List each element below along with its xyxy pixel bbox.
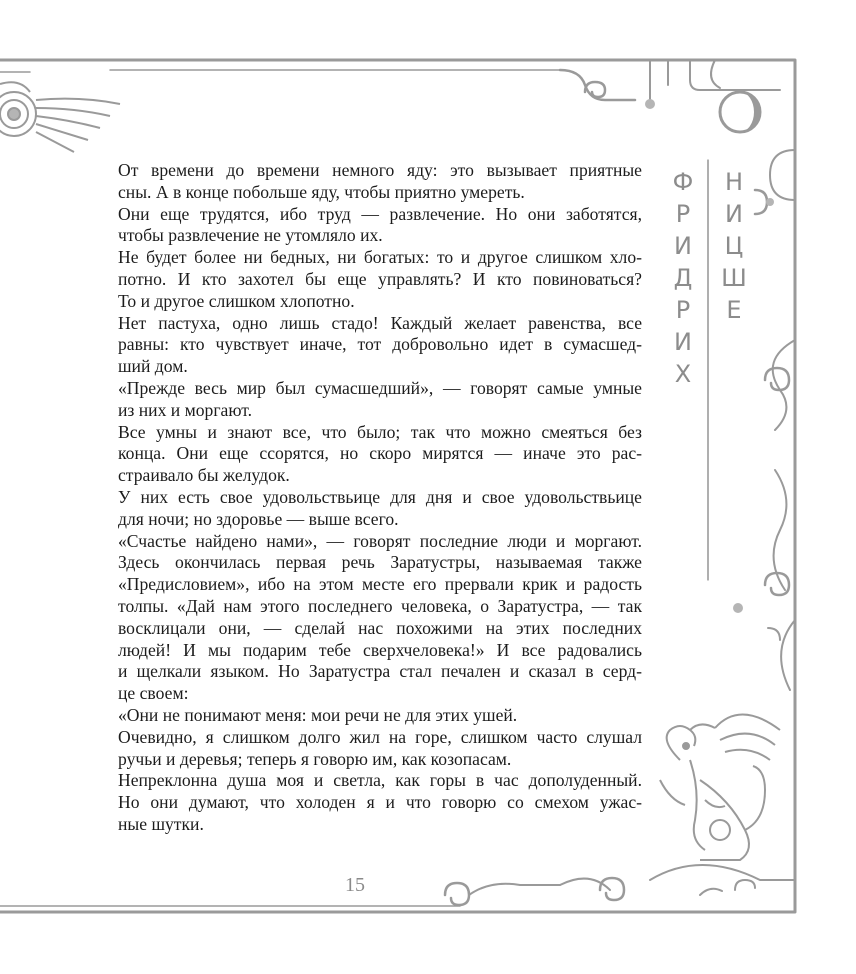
author-first-name-vertical [667, 166, 699, 390]
page-number: 15 [345, 874, 365, 896]
name-letter: Р [675, 296, 691, 324]
name-letter: И [674, 232, 692, 260]
text-line: «Прежде весь мир был сумасшедший», — говорят самые умные [118, 377, 642, 398]
text-line: Непреклонна душа моя и светла, как горы в час дополуденный. [118, 770, 642, 791]
name-letter: Е [726, 296, 742, 324]
text-line: равны: кто чувствует иначе, тот добровольно идет в сумасшед- [118, 334, 642, 355]
text-line: конца. Они еще ссорятся, но скоро мирятся — иначе это рас- [118, 443, 642, 464]
text-line: То и другое слишком хлопотно. [118, 290, 355, 311]
name-letter: Ф [672, 168, 694, 196]
text-line: страивало бы желудок. [118, 465, 290, 486]
text-line: восклицали они, — сделай нас похожими на этих последних [118, 617, 642, 638]
text-line: из них и моргают. [118, 399, 253, 420]
text-line: «Счастье найдено нами», — говорят последние люди и моргают. [118, 530, 642, 551]
text-line: «Предисловием», ибо на этом месте его прервали крик и радость [118, 574, 642, 595]
text-line: Здесь окончилась первая речь Заратустры, называемая также [118, 552, 642, 573]
name-letter: И [674, 328, 692, 356]
name-letter: Д [673, 264, 693, 292]
text-line: для ночи; но здоровье — выше всего. [118, 508, 399, 529]
name-letter: И [725, 200, 743, 228]
text-line: Они еще трудятся, ибо труд — развлечение. Но они заботятся, [118, 203, 642, 224]
crescent-moon-icon [720, 92, 760, 132]
main-text-block [118, 160, 642, 836]
text-line: и щелкали языком. Но Заратустра стал печален и сказал в серд- [118, 661, 642, 682]
text-line: це своем: [118, 683, 189, 704]
text-line: толпы. «Дай нам этого последнего человека, о Заратустра, — так [118, 595, 642, 616]
text-line: Очевидно, я слишком долго жил на горе, слишком часто слушал [118, 726, 642, 747]
name-letter: Р [675, 200, 691, 228]
text-line: ручьи и деревья; теперь я говорю им, как козопасам. [118, 748, 512, 769]
text-line: Нет пастуха, одно лишь стадо! Каждый желает равенства, все [118, 312, 642, 333]
name-letter: Х [674, 360, 692, 388]
text-line: потно. И кто захотел бы еще управлять? И кто повиноваться? [118, 268, 642, 289]
winged-sun-emblem [0, 82, 120, 152]
text-line: Не будет более ни бедных, ни богатых: то и другое слишком хло- [118, 247, 642, 268]
author-last-name-vertical [718, 166, 750, 326]
text-line: «Они не понимают меня: мои речи не для этих ушей. [118, 704, 518, 725]
winged-griffin-illustration [660, 714, 780, 860]
text-line: ные шутки. [118, 813, 204, 834]
name-letter: Ш [721, 264, 747, 292]
text-line: Все умны и знают все, что было; так что можно смеяться без [118, 421, 642, 442]
name-letter: Ц [724, 232, 744, 260]
text-line: Но они думают, что холоден я и что говорю со смехом ужас- [118, 792, 642, 813]
text-line: людей! И мы подарим тебе сверхчеловека!» И все радовались [118, 639, 642, 660]
text-line: От времени до времени немного яду: это вызывает приятные [118, 160, 642, 180]
text-line: чтобы развлечение не утомляло их. [118, 225, 383, 246]
text-line: сны. А в конце побольше яду, чтобы приятно умереть. [118, 181, 525, 202]
text-line: ший дом. [118, 356, 188, 377]
name-letter: Н [724, 168, 744, 196]
text-line: У них есть свое удовольствьице для дня и свое удовольствьице [118, 486, 642, 507]
